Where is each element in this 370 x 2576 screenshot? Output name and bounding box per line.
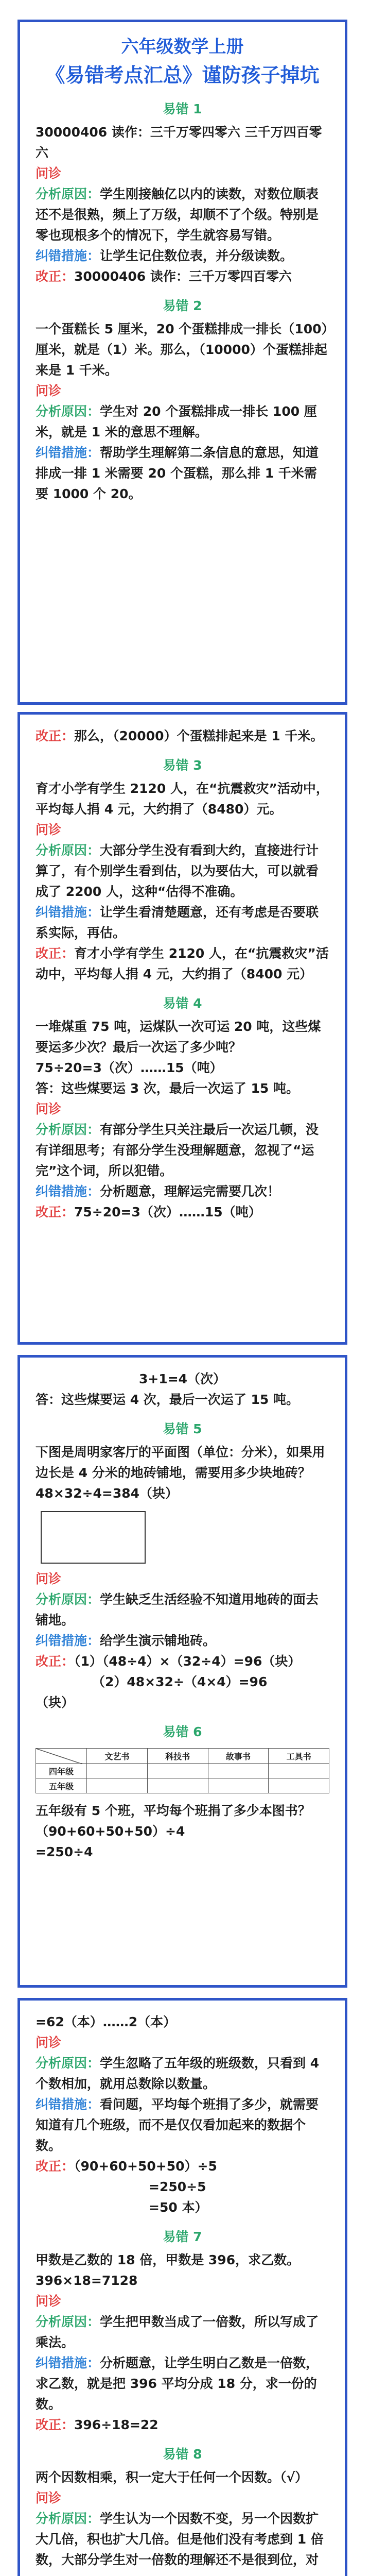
analysis-label: 分析原因：	[36, 404, 100, 419]
correct-label: 改正：	[36, 1654, 75, 1669]
fix-text: 让学生记住数位表，并分级读数。	[100, 248, 293, 263]
error-2-correct	[36, 726, 329, 747]
table-row-label: 五年级	[36, 1778, 87, 1793]
fix-label: 纠错措施：	[36, 905, 100, 920]
analysis-label: 分析原因：	[36, 2511, 100, 2526]
error-2-diagnosis-label: 问诊	[36, 383, 62, 398]
correct-label: 改正：	[36, 2159, 75, 2174]
error-1-header: 易错 1	[163, 101, 202, 116]
table-cell	[87, 1764, 148, 1778]
correct-text: 育才小学有学生 2120 人，在“抗震救灾”活动中，平均每人捐 4 元，大约捐了（8400 元）	[36, 946, 329, 981]
correct-text: 30000406 读作：三千万零四百零六	[74, 269, 292, 284]
analysis-text: 学生认为一个因数不变，另一个因数扩大几倍，积也扩大几倍。但是他们没有考虑到 1 倍数，大部分学生对一倍数的理解还不是很到位，对	[36, 2511, 324, 2567]
error-4-correct-calc: 3+1=4（次）	[138, 1371, 226, 1386]
error-4-fix	[36, 1181, 329, 1202]
correct-text: 396÷18=22	[74, 2417, 158, 2432]
fix-label: 纠错措施：	[36, 2355, 100, 2370]
error-6-wrong-calc-2: =250÷4	[36, 1844, 93, 1859]
fix-text: 帮助学生理解第二条信息的意思，知道排成一排 1 米需要 20 个蛋糕，那么排 1 千米需要 1000 个 20。	[36, 445, 319, 501]
analysis-label: 分析原因：	[36, 1122, 100, 1137]
fix-text: 让学生看清楚题意，还有考虑是否要联系实际，再估。	[36, 905, 319, 940]
error-4-analysis	[36, 1120, 329, 1181]
error-5-wrong-calc: 48×32÷4=384（块）	[36, 1486, 179, 1501]
table-row	[36, 1778, 329, 1793]
fix-label: 纠错措施：	[36, 445, 100, 460]
error-4-header: 易错 4	[163, 996, 202, 1011]
analysis-label: 分析原因：	[36, 187, 100, 201]
error-5-diagnosis-label: 问诊	[36, 1571, 62, 1586]
error-3-diagnosis-label: 问诊	[36, 822, 62, 837]
error-5-correct-line-3: （块）	[36, 1695, 75, 1710]
error-1-analysis	[36, 184, 329, 246]
table-header-cell: 文艺书	[87, 1749, 148, 1764]
error-4-diagnosis-label: 问诊	[36, 1101, 62, 1116]
diagonal-line	[36, 1749, 82, 1764]
analysis-text: 有部分学生只关注最后一次运几顿，没有详细思考；有部分学生没理解题意，忽视了“运完”这个词，所以犯错。	[36, 1122, 319, 1178]
table-cell	[208, 1778, 269, 1793]
error-8-problem: 两个因数相乘，积一定大于任何一个因数。（√）	[36, 2470, 308, 2485]
page-card-4	[17, 1998, 347, 2576]
correct-text: 75÷20=3（次）……15（吨）	[74, 1205, 261, 1219]
table-corner-cell	[36, 1749, 87, 1764]
error-5-correct	[36, 1651, 329, 1672]
table-cell	[147, 1778, 208, 1793]
table-header-cell: 工具书	[269, 1749, 329, 1764]
table-header-row	[36, 1749, 329, 1764]
error-5-correct-line-2: （2）48×32÷（4×4）=96	[92, 1674, 268, 1689]
correct-label: 改正：	[36, 1205, 75, 1219]
fix-text: 看问题，平均每个班捐了多少，就需要知道有几个班级，而不是仅仅看加起来的数据个数。	[36, 2097, 319, 2153]
correct-text: 那么，（20000）个蛋糕排起来是 1 千米。	[74, 728, 324, 743]
analysis-text: 大部分学生没有看到大约，直接进行计算了，有个别学生看到估，以为要估大，可以就看成了 2200 人，这种“估得不准确。	[36, 843, 319, 899]
error-3-problem: 育才小学有学生 2120 人，在“抗震救灾”活动中，平均每人捐 4 元，大约捐了（8480）元。	[36, 781, 329, 817]
error-6-diagnosis-label: 问诊	[36, 2035, 62, 2050]
table-cell	[147, 1764, 208, 1778]
error-7-fix	[36, 2353, 329, 2415]
error-2-fix	[36, 443, 329, 504]
analysis-text: 学生刚接触亿以内的读数，对数位顺表还不是很熟，频上了万级，却顺不了个级。特别是零也现根多个的情况下，学生就容易写错。	[36, 187, 319, 243]
error-7-header: 易错 7	[163, 2229, 202, 2244]
error-4-correct-answer: 答：这些煤要运 4 次，最后一次运了 15 吨。	[36, 1392, 299, 1407]
correct-text: （90+60+50+50）÷5	[74, 2159, 217, 2174]
analysis-text: 学生缺乏生活经验不知道用地砖的面去铺地。	[36, 1592, 319, 1628]
error-6-correct-line-3: =50 本）	[149, 2200, 208, 2215]
table-cell	[269, 1778, 329, 1793]
error-1-correct	[36, 266, 329, 287]
correct-text: （1）（48÷4）×（32÷4）=96（块）	[74, 1654, 301, 1669]
page-card-3	[17, 1355, 347, 1988]
correct-label: 改正：	[36, 728, 75, 743]
error-8-header: 易错 8	[163, 2447, 202, 2462]
error-7-problem: 甲数是乙数的 18 倍，甲数是 396，求乙数。	[36, 2252, 300, 2267]
error-6-header: 易错 6	[163, 1724, 202, 1739]
analysis-label: 分析原因：	[36, 1592, 100, 1607]
error-6-fix	[36, 2094, 329, 2156]
error-7-analysis	[36, 2312, 329, 2353]
page-card-2	[17, 712, 347, 1345]
error-3-correct	[36, 943, 329, 985]
fix-label: 纠错措施：	[36, 2097, 100, 2112]
page-card-1	[17, 20, 347, 705]
error-2-analysis	[36, 401, 329, 443]
error-2-header: 易错 2	[163, 298, 202, 313]
error-5-problem: 下图是周明家客厅的平面图（单位：分米），如果用边长是 4 分米的地砖铺地，需要用多少块地砖？	[36, 1445, 325, 1480]
fix-label: 纠错措施：	[36, 1633, 100, 1648]
error-7-wrong-calc: 396×18=7128	[36, 2273, 138, 2288]
analysis-label: 分析原因：	[36, 843, 100, 858]
error-7-diagnosis-label: 问诊	[36, 2294, 62, 2309]
error-6-wrong-calc-3: =62（本）……2（本）	[36, 2014, 177, 2029]
correct-label: 改正：	[36, 946, 75, 961]
error-6-analysis	[36, 2053, 329, 2094]
error-5-analysis	[36, 1589, 329, 1631]
fix-text: 分析题意，理解运完需要几次！	[100, 1184, 280, 1199]
error-5-header: 易错 5	[163, 1421, 202, 1436]
analysis-label: 分析原因：	[36, 2056, 100, 2071]
error-1-problem: 30000406 读作：三千万零四零六 三千万四百零六	[36, 125, 322, 160]
error-3-analysis	[36, 840, 329, 902]
error-1-diagnosis-label: 问诊	[36, 166, 62, 181]
correct-label: 改正：	[36, 269, 75, 284]
fix-label: 纠错措施：	[36, 248, 100, 263]
correct-label: 改正：	[36, 2417, 75, 2432]
error-4-problem: 一堆煤重 75 吨，运煤队一次可运 20 吨，这些煤要运多少次？最后一次运了多少吨？	[36, 1019, 321, 1055]
error-8-analysis	[36, 2509, 329, 2570]
error-6-correct	[36, 2156, 329, 2177]
error-1-fix	[36, 246, 329, 266]
error-6-problem: 五年级有 5 个班，平均每个班捐了多少本图书？	[36, 1803, 311, 1818]
analysis-text: 学生把甲数当成了一倍数，所以写成了乘法。	[36, 2314, 319, 2350]
analysis-label: 分析原因：	[36, 2314, 100, 2329]
error-6-wrong-calc-1: （90+60+50+50）÷4	[36, 1824, 185, 1839]
page-title: 六年级数学上册	[121, 37, 244, 57]
table-row	[36, 1764, 329, 1778]
error-7-correct	[36, 2415, 329, 2435]
page-subtitle: 《易错考点汇总》谨防孩子掉坑	[45, 64, 320, 87]
table-cell	[208, 1764, 269, 1778]
living-room-floor-plan	[41, 1511, 146, 1564]
error-8-diagnosis-label: 问诊	[36, 2490, 62, 2505]
error-6-correct-line-2: =250÷5	[149, 2179, 206, 2194]
error-4-correct	[36, 1202, 329, 1223]
book-donation-table	[36, 1748, 329, 1793]
table-header-cell: 科技书	[147, 1749, 208, 1764]
error-3-fix	[36, 902, 329, 943]
analysis-text: 学生对 20 个蛋糕排成一排长 100 厘米，就是 1 米的意思不理解。	[36, 404, 317, 439]
analysis-text: 学生忽略了五年级的班级数，只看到 4 个数相加，就用总数除以数量。	[36, 2056, 320, 2091]
error-4-wrong-calc: 75÷20=3（次）……15（吨）	[36, 1060, 223, 1075]
plan-dimension-mark	[131, 1511, 137, 1512]
error-4-wrong-answer: 答：这些煤要运 3 次，最后一次运了 15 吨。	[36, 1081, 299, 1096]
fix-text: 分析题意，让学生明白乙数是一倍数，求乙数，就是把 396 平均分成 18 分，求一份的数。	[36, 2355, 319, 2412]
table-header-cell: 故事书	[208, 1749, 269, 1764]
fix-label: 纠错措施：	[36, 1184, 100, 1199]
error-3-header: 易错 3	[163, 758, 202, 773]
error-5-fix	[36, 1631, 329, 1651]
error-2-problem: 一个蛋糕长 5 厘米，20 个蛋糕排成一排长（100）厘米，就是（1）米。那么，（10000）个蛋糕排起来是 1 千米。	[36, 321, 328, 378]
table-cell	[87, 1778, 148, 1793]
table-cell	[269, 1764, 329, 1778]
table-row-label: 四年级	[36, 1764, 87, 1778]
fix-text: 给学生演示铺地砖。	[100, 1633, 216, 1648]
